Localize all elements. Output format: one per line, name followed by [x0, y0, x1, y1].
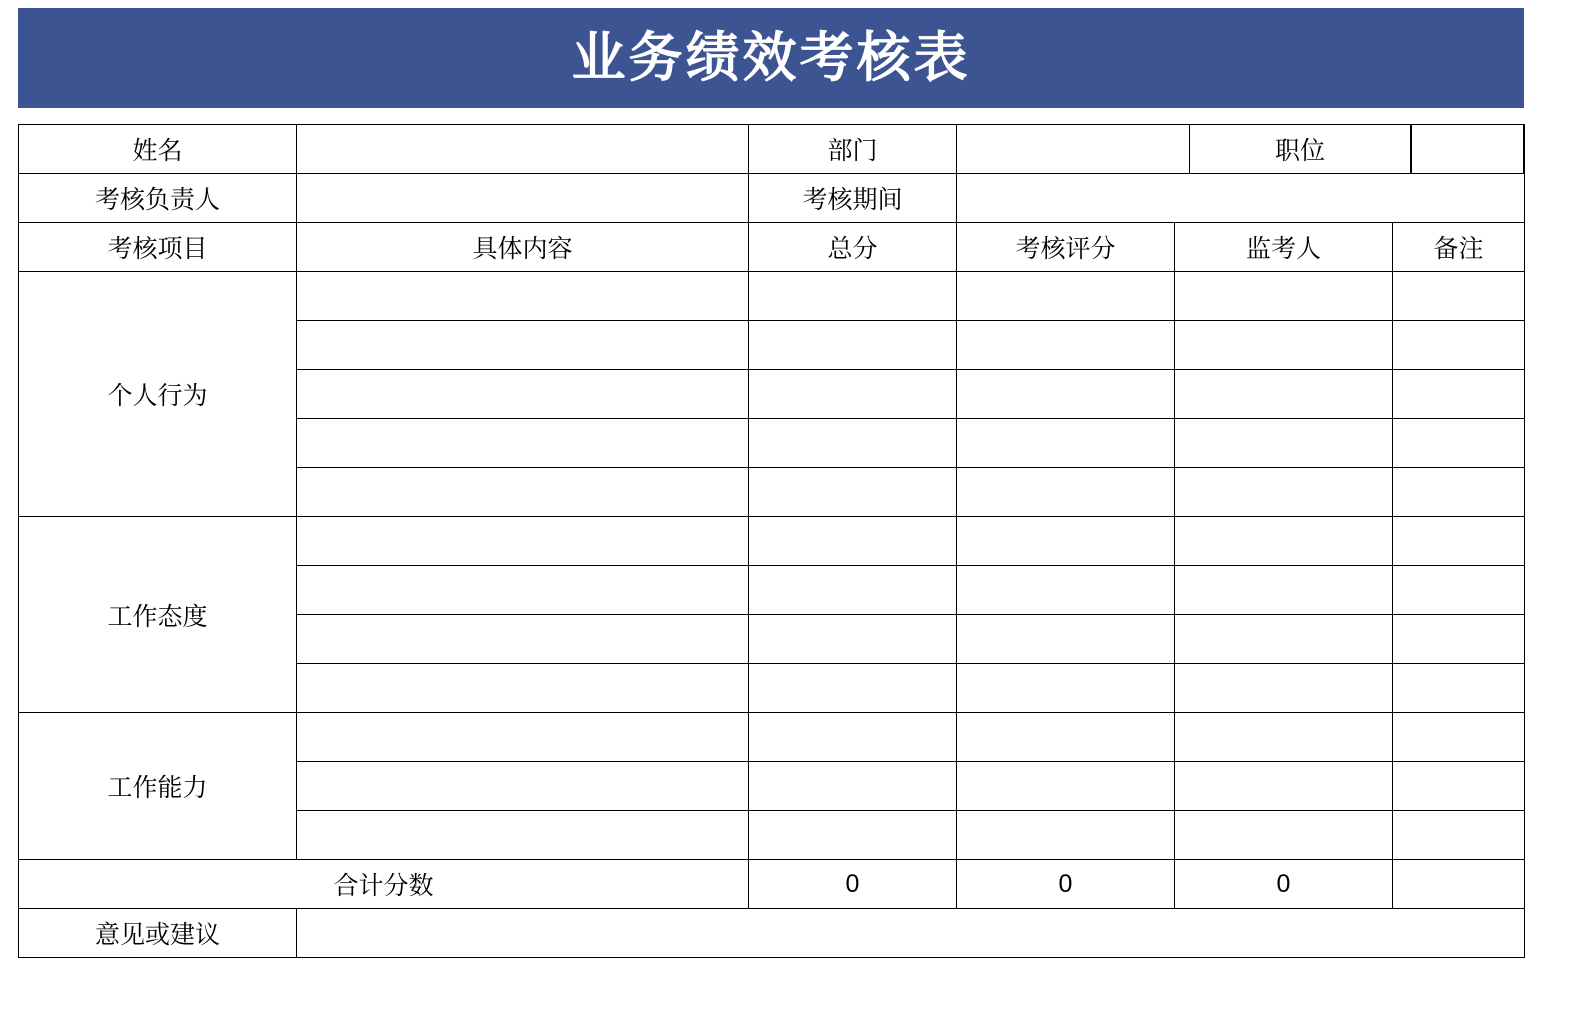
- cell-remark[interactable]: [1393, 664, 1525, 713]
- cell-total[interactable]: [749, 419, 957, 468]
- table-row: [19, 517, 1525, 566]
- total-label: 合计分数: [19, 860, 749, 909]
- cell-content[interactable]: [297, 811, 749, 860]
- cell-score[interactable]: [957, 664, 1175, 713]
- position-label-cell: 职位: [1189, 124, 1411, 174]
- cell-content[interactable]: [297, 321, 749, 370]
- col-header-item: 考核项目: [19, 223, 297, 272]
- period-value[interactable]: [957, 174, 1525, 223]
- cell-content[interactable]: [297, 468, 749, 517]
- cell-total[interactable]: [749, 321, 957, 370]
- comment-label: 意见或建议: [19, 909, 297, 958]
- cell-total[interactable]: [749, 762, 957, 811]
- cell-proctor[interactable]: [1175, 811, 1393, 860]
- cell-remark[interactable]: [1393, 419, 1525, 468]
- cell-total[interactable]: [749, 517, 957, 566]
- name-value[interactable]: [297, 125, 749, 174]
- cell-proctor[interactable]: [1175, 762, 1393, 811]
- reviewer-value[interactable]: [297, 174, 749, 223]
- cell-content[interactable]: [297, 370, 749, 419]
- cell-score[interactable]: [957, 419, 1175, 468]
- cell-score[interactable]: [957, 615, 1175, 664]
- cell-content[interactable]: [297, 664, 749, 713]
- cell-total[interactable]: [749, 811, 957, 860]
- table-row-total: [19, 860, 1525, 909]
- cell-content[interactable]: [297, 272, 749, 321]
- cell-proctor[interactable]: [1175, 321, 1393, 370]
- cell-score[interactable]: [957, 811, 1175, 860]
- col-header-score: 考核评分: [957, 223, 1175, 272]
- cell-proctor[interactable]: [1175, 272, 1393, 321]
- cell-content[interactable]: [297, 713, 749, 762]
- total-remark[interactable]: [1393, 860, 1525, 909]
- cell-total[interactable]: [749, 566, 957, 615]
- cell-remark[interactable]: [1393, 370, 1525, 419]
- sheet-title-bar: [18, 8, 1524, 108]
- cell-proctor[interactable]: [1175, 615, 1393, 664]
- reviewer-label: 考核负责人: [19, 174, 297, 223]
- cell-total[interactable]: [749, 272, 957, 321]
- cell-score[interactable]: [957, 762, 1175, 811]
- cell-score[interactable]: [957, 370, 1175, 419]
- cell-total[interactable]: [749, 615, 957, 664]
- col-header-total: 总分: [749, 223, 957, 272]
- cell-remark[interactable]: [1393, 713, 1525, 762]
- cell-remark[interactable]: [1393, 615, 1525, 664]
- table-header-row: [19, 223, 1525, 272]
- cell-score[interactable]: [957, 517, 1175, 566]
- cell-content[interactable]: [297, 762, 749, 811]
- cell-score[interactable]: [957, 321, 1175, 370]
- comment-value[interactable]: [297, 909, 1525, 958]
- page-title: 业务绩效考核表: [571, 28, 971, 88]
- cell-proctor[interactable]: [1175, 566, 1393, 615]
- cell-proctor[interactable]: [1175, 370, 1393, 419]
- dept-label: 部门: [749, 125, 957, 174]
- cell-total[interactable]: [749, 370, 957, 419]
- table-row: [19, 272, 1525, 321]
- total-score: 0: [957, 860, 1175, 909]
- cell-remark[interactable]: [1393, 272, 1525, 321]
- cell-proctor[interactable]: [1175, 419, 1393, 468]
- cell-content[interactable]: [297, 615, 749, 664]
- cell-score[interactable]: [957, 272, 1175, 321]
- period-label: 考核期间: [749, 174, 957, 223]
- category-label-work-attitude: 工作态度: [19, 517, 297, 713]
- col-header-content: 具体内容: [297, 223, 749, 272]
- cell-total[interactable]: [749, 468, 957, 517]
- cell-proctor[interactable]: [1175, 468, 1393, 517]
- table-row-info-2: [19, 174, 1525, 223]
- cell-remark[interactable]: [1393, 517, 1525, 566]
- name-label: 姓名: [19, 125, 297, 174]
- cell-content[interactable]: [297, 566, 749, 615]
- col-header-remark: 备注: [1393, 223, 1525, 272]
- cell-remark[interactable]: [1393, 811, 1525, 860]
- cell-content[interactable]: [297, 517, 749, 566]
- table-row: [19, 713, 1525, 762]
- cell-proctor[interactable]: [1175, 713, 1393, 762]
- category-label-work-ability: 工作能力: [19, 713, 297, 860]
- cell-remark[interactable]: [1393, 468, 1525, 517]
- cell-score[interactable]: [957, 566, 1175, 615]
- cell-total[interactable]: [749, 664, 957, 713]
- appraisal-table: [18, 124, 1525, 958]
- cell-score[interactable]: [957, 713, 1175, 762]
- cell-score[interactable]: [957, 468, 1175, 517]
- cell-remark[interactable]: [1393, 566, 1525, 615]
- position-value[interactable]: [1411, 124, 1524, 174]
- cell-content[interactable]: [297, 419, 749, 468]
- cell-total[interactable]: [749, 713, 957, 762]
- cell-proctor[interactable]: [1175, 517, 1393, 566]
- cell-remark[interactable]: [1393, 762, 1525, 811]
- col-header-proctor: 监考人: [1175, 223, 1393, 272]
- cell-remark[interactable]: [1393, 321, 1525, 370]
- total-sum: 0: [749, 860, 957, 909]
- cell-proctor[interactable]: [1175, 664, 1393, 713]
- category-label-personal-behavior: 个人行为: [19, 272, 297, 517]
- total-proctor: 0: [1175, 860, 1393, 909]
- table-row-comment: [19, 909, 1525, 958]
